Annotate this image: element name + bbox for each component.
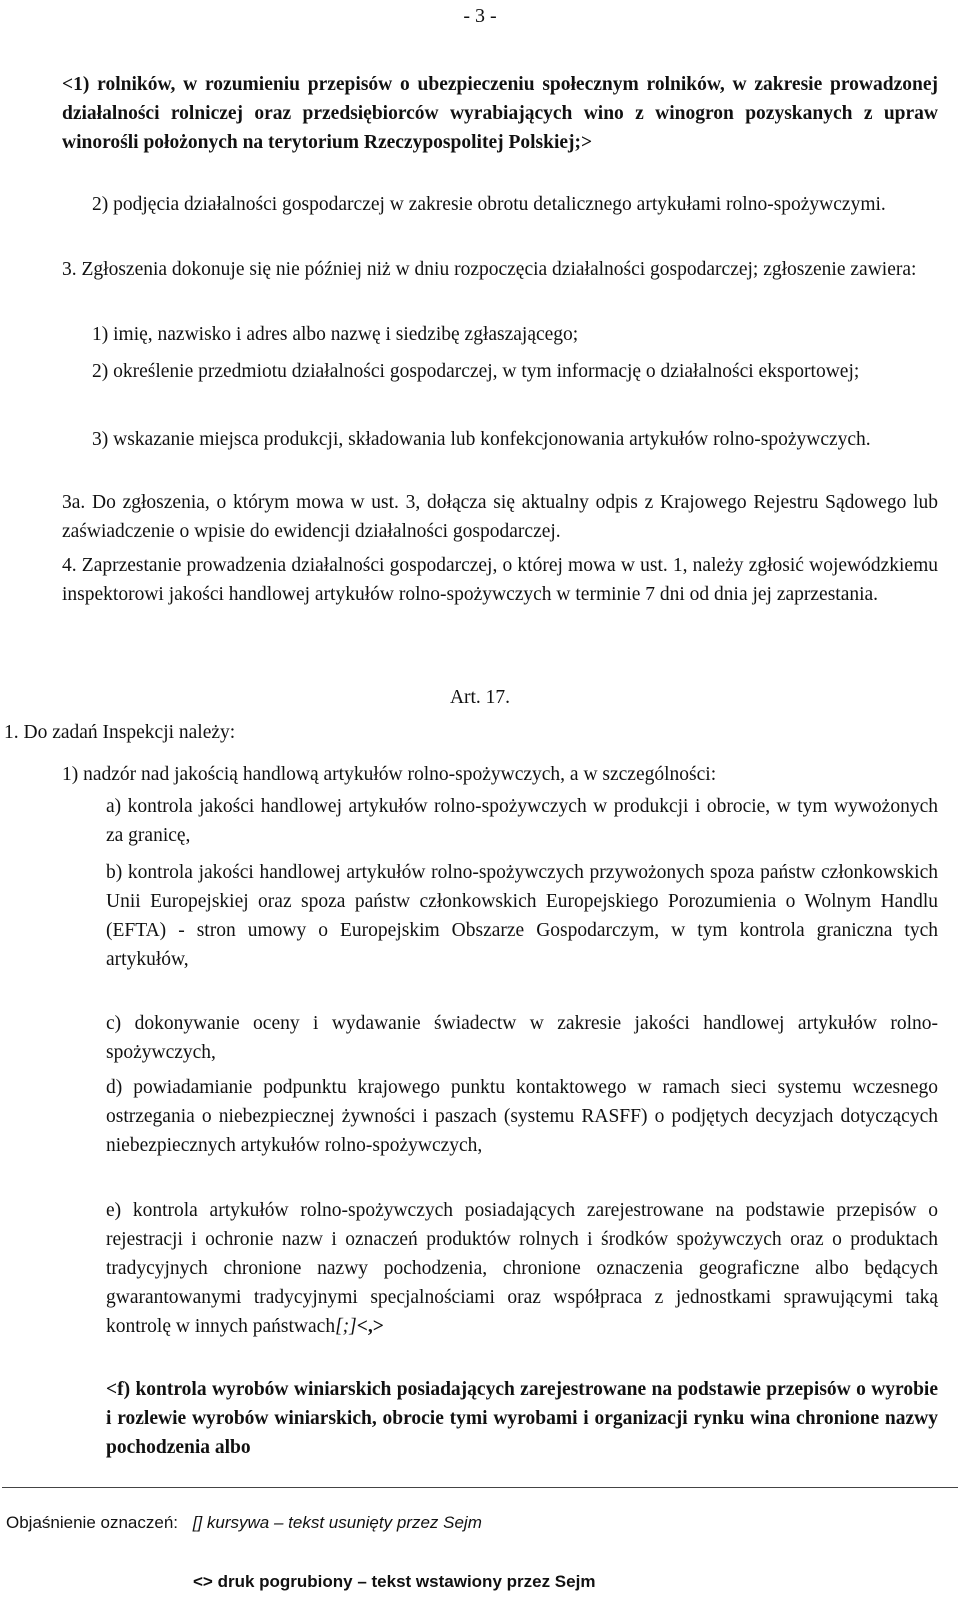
subitem-c: c) dokonywanie oceny i wydawanie świadectw w zakresie jakości handlowej artykułów rolno-spożywczych,: [106, 1013, 938, 1063]
subitem-e-text: e) kontrola artykułów rolno-spożywczych posiadających zarejestrowane na podstawie przepisów o rejestracji i ochronie nazw i oznaczeń produktów rolnych i środków spożywczych oraz o produktach tradycyjnych chronione nazwy pochodzenia, chronione oznaczenia geograficzne albo będących gwarantowanymi tradycyjnymi specjalnościami oraz współpraca z jednostkami sprawującymi taką kontrolę w innych państwach: [106, 1200, 938, 1337]
paragraph-section-4: 4. Zaprzestanie prowadzenia działalności gospodarczej, o której mowa w ust. 1, należy zgłosić wojewódzkiemu inspektorowi jakości handlowej artykułów rolno-spożywczych w terminie 7 dni od dnia jej zaprzestania.: [62, 555, 938, 605]
paragraph-section-3a: 3a. Do zgłoszenia, o którym mowa w ust. 3, dołącza się aktualny odpis z Krajowego Rejestru Sądowego lub zaświadczenie o wpisie do ewidencji działalności gospodarczej.: [62, 492, 938, 542]
legend-italic: [] kursywa – tekst usunięty przez Sejm: [192, 1513, 482, 1532]
legend-bold: <> druk pogrubiony – tekst wstawiony przez Sejm: [193, 1572, 596, 1591]
legend-label: Objaśnienie oznaczeń:: [6, 1513, 179, 1532]
deleted-text: [;]: [335, 1316, 357, 1337]
footer-divider: [2, 1487, 958, 1488]
subitem-b: b) kontrola jakości handlowej artykułów rolno-spożywczych przywożonych spoza państw członkowskich Unii Europejskiej oraz spoza państw członkowskich Europejskiego Porozumienia o Wolnym Handlu (EFTA) - stron umowy o Europejskim Obszarze Gospodarczym, w tym kontrola graniczna tych artykułów,: [106, 862, 938, 970]
paragraph-section-3: 3. Zgłoszenia dokonuje się nie później niż w dniu rozpoczęcia działalności gospodarczej; zgłoszenie zawiera:: [62, 259, 917, 280]
list-item-3-1: 1) imię, nazwisko i adres albo nazwę i siedzibę zgłaszającego;: [92, 324, 579, 345]
article-17-section-1: 1. Do zadań Inspekcji należy:: [4, 722, 236, 743]
subitem-d: d) powiadamianie podpunktu krajowego punktu kontaktowego w ramach sieci systemu wczesnego ostrzegania o niebezpiecznej żywności i paszach (systemu RASFF) o podjętych decyzjach dotyczących niebezpiecznych artykułów rolno-spożywczych,: [106, 1077, 938, 1156]
legend-line-1: [6, 1511, 482, 1535]
subitem-a: a) kontrola jakości handlowej artykułów rolno-spożywczych w produkcji i obrocie, w tym wywożonych za granicę,: [106, 796, 938, 846]
paragraph-item-2: [62, 190, 938, 219]
list-item-3-2: 2) określenie przedmiotu działalności gospodarczej, w tym informację o działalności eksportowej;: [92, 361, 860, 382]
paragraph-item-2-text: 2) podjęcia działalności gospodarczej w zakresie obrotu detalicznego artykułami rolno-spożywczymi.: [92, 194, 886, 215]
article-title: Art. 17.: [449, 687, 511, 708]
legend-line-2: [193, 1570, 595, 1594]
paragraph-inserted-item-1: <1) rolników, w rozumieniu przepisów o ubezpieczeniu społecznym rolników, w zakresie prowadzonej działalności rolniczej oraz przedsiębiorców wyrabiających wino z winogron pozyskanych z upraw winorośli położonych na terytorium Rzeczypospolitej Polskiej;>: [62, 74, 938, 153]
page-number: - 3 -: [463, 5, 497, 27]
inserted-text: <,>: [356, 1316, 384, 1337]
list-item-3-3: 3) wskazanie miejsca produkcji, składowania lub konfekcjonowania artykułów rolno-spożywczych.: [92, 429, 871, 450]
subitem-e: [106, 1196, 938, 1341]
article-17-item-1: 1) nadzór nad jakością handlową artykułów rolno-spożywczych, a w szczególności:: [62, 764, 717, 785]
subitem-f-inserted: <f) kontrola wyrobów winiarskich posiadających zarejestrowane na podstawie przepisów o wyrobie i rozlewie wyrobów winiarskich, obrocie tymi wyrobami i organizacji rynku wina chronione nazwy pochodzenia albo: [106, 1379, 938, 1458]
